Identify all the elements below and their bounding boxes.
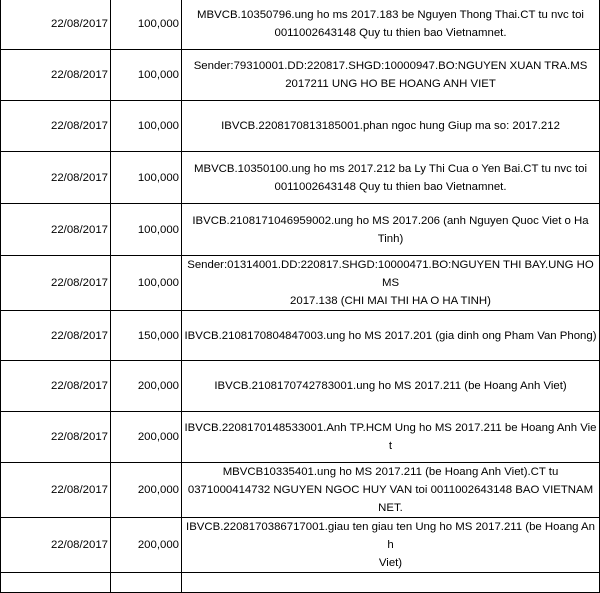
description-line: Sender:01314001.DD:220817.SHGD:10000471.BO:NGUYEN THI BAY.UNG HO MS xyxy=(187,259,594,289)
amount-cell: 100,000 xyxy=(111,152,182,204)
amount-cell: 200,000 xyxy=(111,412,182,463)
table-row xyxy=(1,361,600,412)
description-cell xyxy=(182,152,600,204)
description-line: 0011002643148 Quy tu thien bao Vietnamnet. xyxy=(274,180,507,193)
date-cell: 22/08/2017 xyxy=(1,412,111,463)
amount-cell: 100,000 xyxy=(111,101,182,152)
amount-cell: 100,000 xyxy=(111,50,182,101)
description-cell xyxy=(182,0,600,50)
date-cell: 22/08/2017 xyxy=(1,50,111,101)
description-cell xyxy=(182,204,600,256)
description-line: 2017211 UNG HO BE HOANG ANH VIET xyxy=(285,78,496,90)
description-line: IBVCB.2208170148533001.Anh TP.HCM Ung ho MS 2017.211 be Hoang Anh Viet xyxy=(184,422,597,452)
table-row xyxy=(1,518,600,573)
description-line: MBVCB10335401.ung ho MS 2017.211 (be Hoang Anh Viet).CT tu xyxy=(222,466,559,478)
description-cell xyxy=(182,256,600,311)
amount-cell: 150,000 xyxy=(111,311,182,361)
description-cell xyxy=(182,361,600,412)
table-row xyxy=(1,204,600,256)
empty-cell xyxy=(1,573,111,593)
description-line: Tinh) xyxy=(377,232,404,245)
date-cell: 22/08/2017 xyxy=(1,204,111,256)
description-line: 0011002643148 Quy tu thien bao Vietnamnet. xyxy=(274,26,507,39)
empty-cell xyxy=(111,573,182,593)
date-cell: 22/08/2017 xyxy=(1,463,111,518)
description-line: IBVCB.2208170386717001.giau ten giau ten Ung ho MS 2017.211 (be Hoang Anh xyxy=(186,521,595,551)
date-cell: 22/08/2017 xyxy=(1,101,111,152)
table-row xyxy=(1,0,600,50)
description-line: IBVCB.2108170742783001.ung ho MS 2017.211 (be Hoang Anh Viet) xyxy=(214,380,567,392)
table-row xyxy=(1,152,600,204)
amount-cell: 200,000 xyxy=(111,361,182,412)
description-line: MBVCB.10350100.ung ho ms 2017.212 ba Ly Thi Cua o Yen Bai.CT tu nvc toi xyxy=(193,162,588,175)
description-cell xyxy=(182,518,600,573)
description-line: Sender:79310001.DD:220817.SHGD:10000947.BO:NGUYEN XUAN TRA.MS xyxy=(193,60,588,72)
date-cell: 22/08/2017 xyxy=(1,361,111,412)
table-row-partial xyxy=(1,573,600,593)
description-line: IBVCB.2108171046959002.ung ho MS 2017.206 (anh Nguyen Quoc Viet o Ha xyxy=(192,214,589,227)
table-row xyxy=(1,50,600,101)
date-cell: 22/08/2017 xyxy=(1,256,111,311)
description-cell xyxy=(182,101,600,152)
description-cell xyxy=(182,463,600,518)
description-line: Viet) xyxy=(378,557,403,569)
amount-cell: 200,000 xyxy=(111,518,182,573)
date-cell: 22/08/2017 xyxy=(1,152,111,204)
table-row xyxy=(1,463,600,518)
amount-cell: 100,000 xyxy=(111,204,182,256)
table-row xyxy=(1,256,600,311)
ledger-body xyxy=(1,0,600,593)
amount-cell: 100,000 xyxy=(111,256,182,311)
amount-cell: 100,000 xyxy=(111,0,182,50)
description-cell xyxy=(182,311,600,361)
description-line: IBVCB.2108170804847003.ung ho MS 2017.201 (gia dinh ong Pham Van Phong) xyxy=(184,329,597,342)
description-line: MBVCB.10350796.ung ho ms 2017.183 be Nguyen Thong Thai.CT tu nvc toi xyxy=(197,8,584,21)
description-line: 0371000414732 NGUYEN NGOC HUY VAN toi 0011002643148 BAO VIETNAMNET. xyxy=(187,484,594,514)
table-row xyxy=(1,412,600,463)
description-line: IBVCB.2208170813185001.phan ngoc hung Giup ma so: 2017.212 xyxy=(221,120,560,132)
description-line: 2017.138 (CHI MAI THI HA O HA TINH) xyxy=(290,295,491,307)
empty-cell xyxy=(182,573,600,593)
date-cell: 22/08/2017 xyxy=(1,0,111,50)
amount-cell: 200,000 xyxy=(111,463,182,518)
date-cell: 22/08/2017 xyxy=(1,518,111,573)
date-cell: 22/08/2017 xyxy=(1,311,111,361)
description-cell xyxy=(182,50,600,101)
table-row xyxy=(1,311,600,361)
description-cell xyxy=(182,412,600,463)
table-row xyxy=(1,101,600,152)
